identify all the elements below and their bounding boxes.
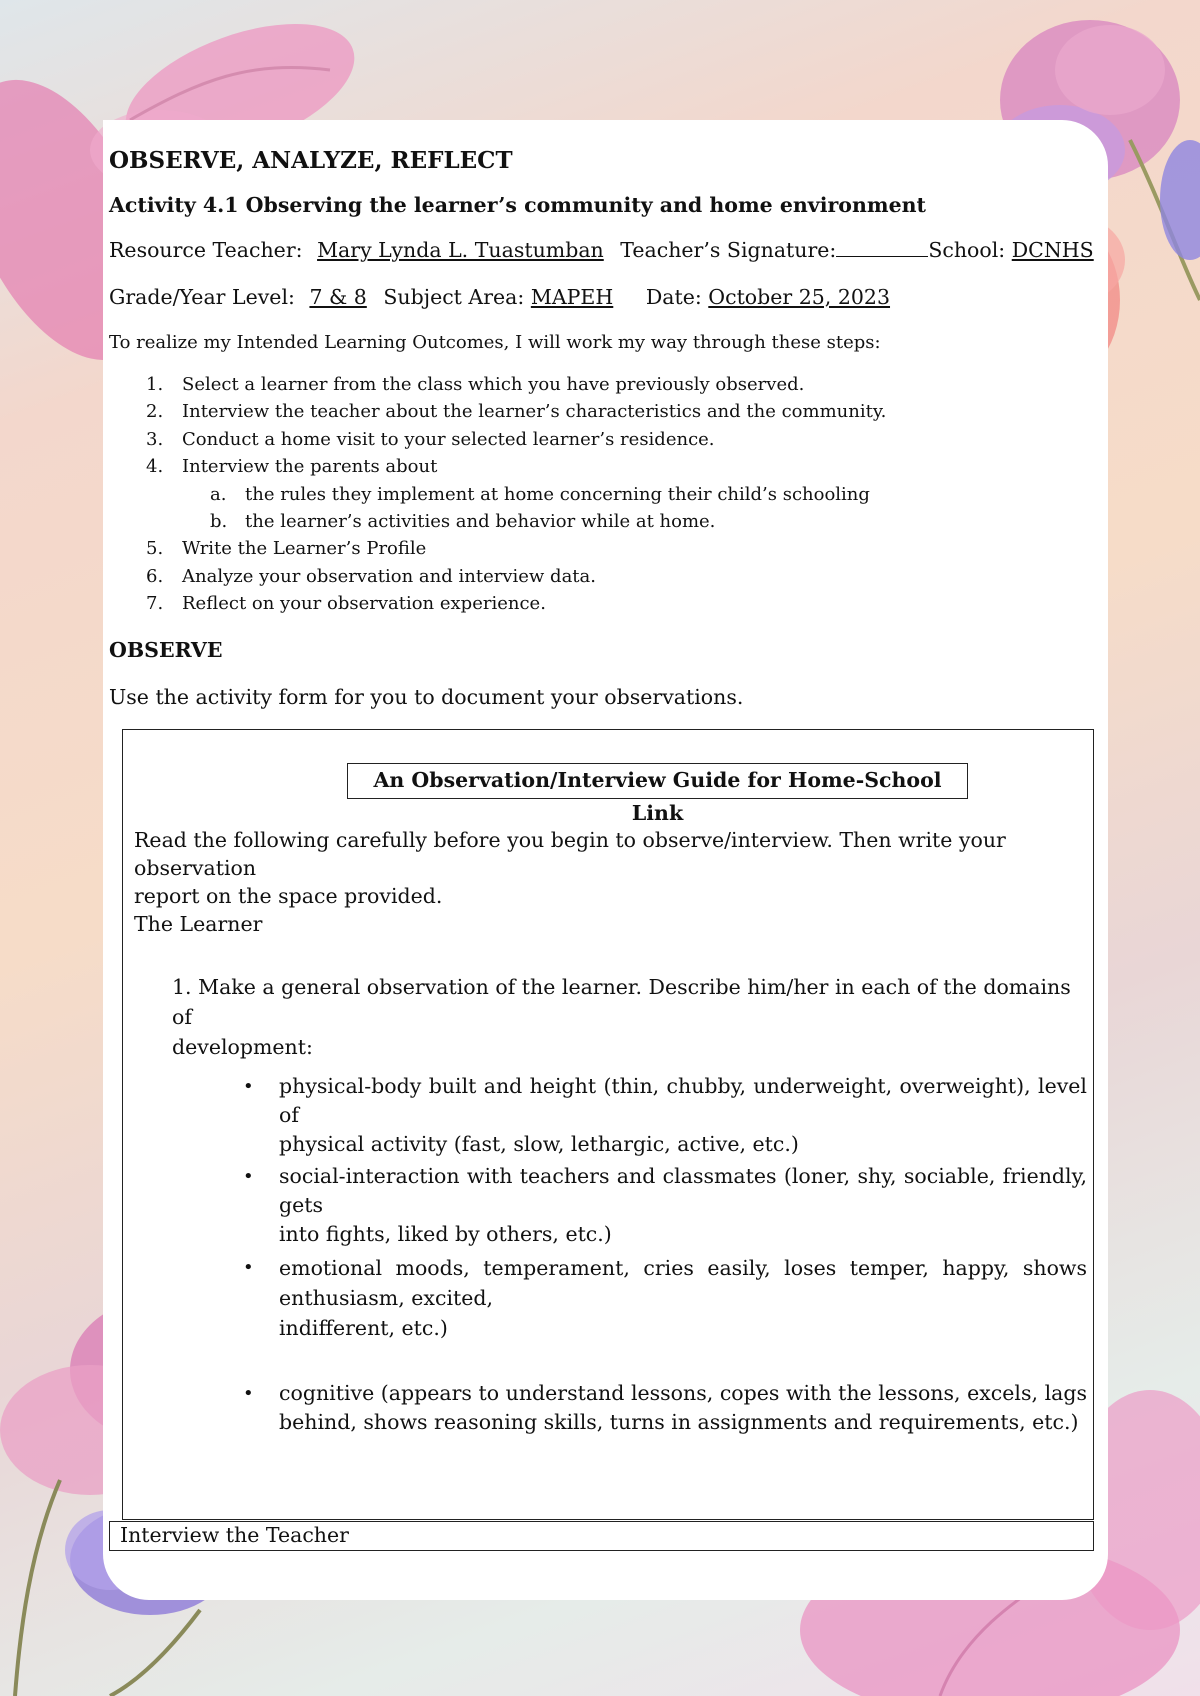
intro-text: To realize my Intended Learning Outcomes, I will work my way through these steps:	[109, 332, 881, 353]
substep-a-text: the rules they implement at home concerning their child’s schooling	[245, 484, 870, 505]
date-label: Date:	[645, 285, 702, 309]
step-1: 1.	[146, 374, 164, 395]
bullet-emotional: • emotional moods, temperament, cries easily, loses temper, happy, shows enthusiasm, excited, indifferent, etc.)	[279, 1253, 1087, 1343]
observe-heading: OBSERVE	[109, 638, 223, 662]
step-3: 3.	[146, 429, 164, 450]
observation-guide-box	[122, 729, 1094, 1520]
resource-teacher-label: Resource Teacher:	[109, 238, 303, 262]
learner-item-1: 1. Make a general observation of the learner. Describe him/her in each of the domains of development:	[172, 975, 1071, 1059]
school-label: School:	[928, 238, 1006, 262]
bullet-physical: • physical-body built and height (thin, chubby, underweight, overweight), level of physical activity (fast, slow, lethargic, active, etc.)	[243, 1074, 1087, 1156]
signature-line	[836, 238, 928, 257]
activity-title: Activity 4.1 Observing the learner’s community and home environment	[109, 193, 926, 217]
step-1-text: Select a learner from the class which you have previously observed.	[182, 374, 805, 395]
guide-title: An Observation/Interview Guide for Home-School Link	[347, 763, 968, 799]
resource-teacher-value: Mary Lynda L. Tuastumban	[317, 238, 604, 262]
substep-a: a.	[210, 484, 227, 505]
step-4: 4.	[146, 456, 164, 477]
substep-b-text: the learner’s activities and behavior while at home.	[245, 511, 716, 532]
learner-heading: The Learner	[134, 912, 263, 936]
document-page	[103, 120, 1108, 1600]
grade-label: Grade/Year Level:	[109, 285, 295, 309]
meta-row-2	[109, 285, 890, 309]
step-4-text: Interview the parents about	[182, 456, 438, 477]
interview-teacher-row: Interview the Teacher	[109, 1521, 1094, 1551]
step-3-text: Conduct a home visit to your selected learner’s residence.	[182, 429, 715, 450]
step-2: 2.	[146, 401, 164, 422]
bullet-glyph: •	[243, 1166, 254, 1187]
grade-value: 7 & 8	[309, 285, 367, 309]
bullet-glyph: •	[243, 1076, 254, 1097]
step-7-text: Reflect on your observation experience.	[182, 593, 546, 614]
step-7: 7.	[146, 593, 164, 614]
meta-row-1	[109, 238, 1094, 262]
page-title: OBSERVE, ANALYZE, REFLECT	[109, 147, 513, 174]
bullet-glyph: •	[243, 1383, 254, 1404]
step-5: 5.	[146, 538, 164, 559]
date-value: October 25, 2023	[708, 285, 891, 309]
bullet-glyph: •	[243, 1257, 254, 1278]
observe-instruction: Use the activity form for you to document your observations.	[109, 685, 744, 709]
step-6-text: Analyze your observation and interview data.	[182, 566, 596, 587]
bullet-cognitive: • cognitive (appears to understand lessons, copes with the lessons, excels, lags behind, shows reasoning skills, turns in assignments and requirements, etc.)	[243, 1381, 1087, 1434]
signature-label: Teacher’s Signature:	[620, 238, 837, 262]
bullet-social: • social-interaction with teachers and classmates (loner, shy, sociable, friendly, gets into fights, liked by others, etc.)	[243, 1164, 1087, 1246]
step-5-text: Write the Learner’s Profile	[182, 538, 427, 559]
substep-b: b.	[210, 511, 228, 532]
step-2-text: Interview the teacher about the learner’s characteristics and the community.	[182, 401, 887, 422]
subject-value: MAPEH	[530, 285, 614, 309]
subject-label: Subject Area:	[383, 285, 525, 309]
guide-instructions: Read the following carefully before you begin to observe/interview. Then write your observation report on the space provided.	[134, 828, 1006, 908]
step-6: 6.	[146, 566, 164, 587]
school-value: DCNHS	[1011, 238, 1094, 262]
